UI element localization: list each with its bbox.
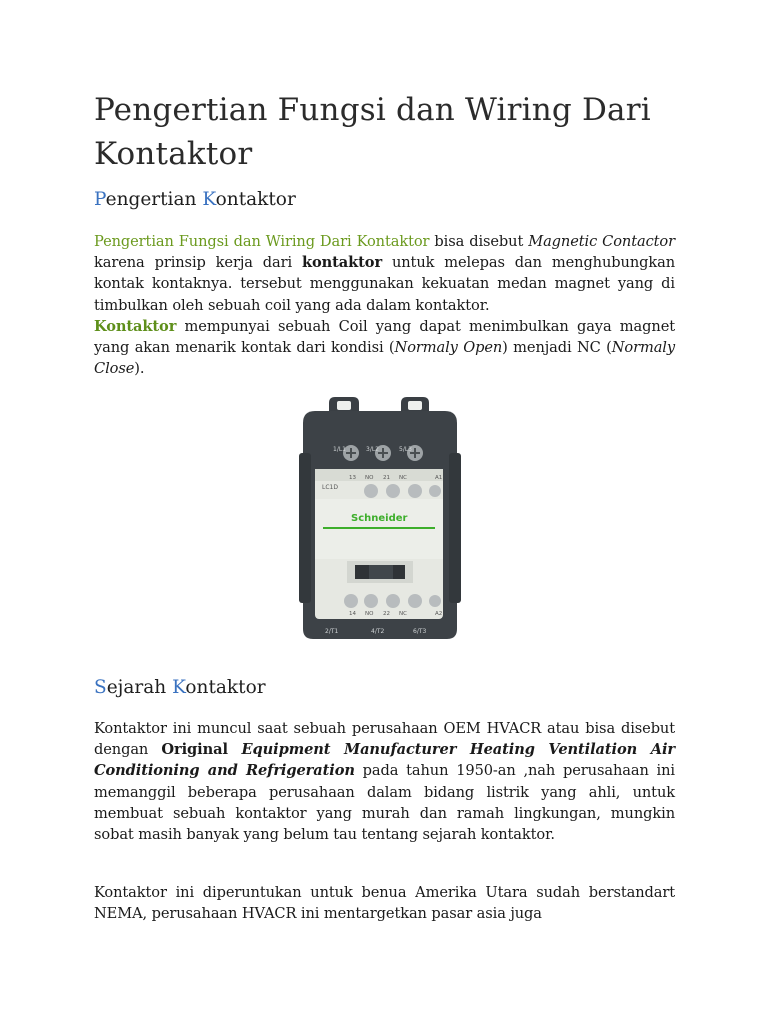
- heading-text: engertian: [105, 189, 203, 210]
- aux-label: A2: [435, 611, 443, 617]
- heading-text: ontaktor: [215, 189, 296, 210]
- aux-label: NC: [399, 611, 407, 617]
- terminal-label: 5/L3: [399, 446, 412, 453]
- terminal-label: 2/T1: [325, 628, 339, 635]
- article-link[interactable]: Pengertian Fungsi dan Wiring Dari Kontaktor: [94, 233, 430, 250]
- kontaktor-link[interactable]: Kontaktor: [94, 317, 177, 335]
- section-heading-pengertian: [94, 187, 296, 213]
- heading-text: ejarah: [106, 677, 173, 698]
- aux-label: 22: [383, 611, 390, 617]
- aux-label: 21: [383, 475, 390, 481]
- terminal-label: 3/L2: [366, 446, 379, 453]
- aux-label: NO: [365, 475, 374, 481]
- heading-initial: P: [94, 189, 106, 210]
- text-span: pada tahun 1950-an ,nah perusahaan ini memanggil beberapa perusahaan dalam bidang listrik yang ahli, untuk membuat sebuah kontaktor yang murah dan ramah lingkungan, mungkin sobat masih banyak yang belum tau tentang sejarah kontaktor.: [94, 762, 675, 844]
- page-title: Pengertian Fungsi dan Wiring Dari Kontaktor: [94, 92, 651, 172]
- text-span: ) menjadi NC (: [502, 339, 612, 357]
- terminal-label: 6/T3: [413, 628, 427, 635]
- heading-initial: K: [202, 189, 216, 210]
- aux-label: 14: [349, 611, 356, 617]
- aux-label: A1: [435, 475, 443, 481]
- text-span: untuk melepas dan menghubungkan kontak kontaknya. tersebut menggunakan kekuatan medan magnet yang di timbulkan oleh sebuah coil yang ada dalam kontaktor.: [94, 254, 676, 314]
- text-span: Kontaktor ini muncul saat sebuah perusahaan OEM HVACR atau bisa disebut dengan: [94, 720, 675, 759]
- heading-text: ontaktor: [185, 677, 266, 698]
- terminal-label: 4/T2: [371, 628, 385, 635]
- text-span: ).: [134, 360, 145, 378]
- aux-label: NC: [399, 475, 407, 481]
- section-heading-sejarah: [94, 675, 266, 701]
- paragraph-sejarah-2: Kontaktor ini diperuntukan untuk benua Amerika Utara sudah berstandart NEMA, perusahaan HVACR ini mentargetkan pasar asia juga: [94, 884, 675, 923]
- heading-initial: K: [172, 677, 186, 698]
- terminal-label: 1/L1: [333, 446, 346, 453]
- brand-label: Schneider: [351, 513, 408, 524]
- bold-term: kontaktor: [302, 254, 383, 272]
- bold-term: Original: [161, 741, 228, 759]
- italic-term: Normaly Open: [394, 339, 503, 357]
- bold-italic-term: Equipment Manufacturer Heating Ventilation Air Conditioning and Refrigeration: [94, 741, 675, 780]
- aux-label: 13: [349, 475, 356, 481]
- model-label: LC1D: [322, 484, 338, 491]
- text-span: mempunyai sebuah Coil yang dapat menimbulkan gaya magnet yang akan menarik kontak dari kondisi (: [94, 317, 675, 357]
- heading-initial: S: [94, 677, 107, 698]
- italic-term: Magnetic Contactor: [528, 233, 675, 250]
- paragraph-sejarah-1: [94, 718, 675, 845]
- text-span: bisa disebut: [429, 233, 529, 250]
- italic-term: Normaly Close: [94, 339, 676, 378]
- aux-label: NO: [365, 611, 374, 617]
- text-span: karena prinsip kerja dari: [94, 254, 302, 272]
- paragraph-pengertian: [94, 231, 675, 379]
- contactor-image: [289, 393, 469, 648]
